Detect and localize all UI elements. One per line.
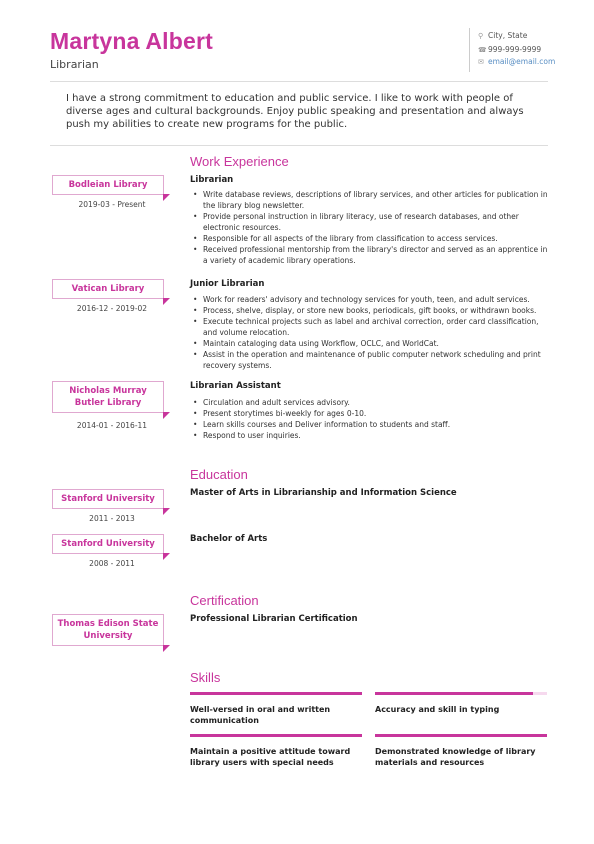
header-divider <box>50 81 548 82</box>
skill-label: Demonstrated knowledge of library materials and resources <box>375 747 536 767</box>
job-role: Junior Librarian <box>190 279 265 289</box>
skill-item <box>190 734 362 768</box>
list-item: • Maintain cataloging data using Workflow, OCLC, and WorldCat. <box>190 338 550 349</box>
skill-level-fill <box>190 692 362 695</box>
list-item: • Process, shelve, display, or store new books, periodicals, gift books, or withdrawn books. <box>190 305 550 316</box>
role-bullets <box>190 294 550 371</box>
skill-label: Maintain a positive attitude toward library users with special needs <box>190 747 351 767</box>
list-item: • Present storytimes bi-weekly for ages 0-10. <box>190 408 550 419</box>
skill-label: Accuracy and skill in typing <box>375 705 500 714</box>
list-item: • Execute technical projects such as label and archival correction, order card classification, and volume relocation. <box>190 316 550 338</box>
list-item: • Learn skills courses and Deliver information to students and staff. <box>190 419 550 430</box>
skill-level-fill <box>375 734 547 737</box>
certifier-label: Thomas Edison State University <box>52 614 164 646</box>
list-item: • Work for readers' advisory and technology services for youth, teen, and adult services. <box>190 294 550 305</box>
employer-label: Bodleian Library <box>52 175 164 195</box>
employment-dates: 2019-03 - Present <box>78 200 146 209</box>
envelope-icon: ✉ <box>478 58 484 66</box>
list-item: • Respond to user inquiries. <box>190 430 550 441</box>
role-bullets <box>190 397 550 441</box>
section-title-certification: Certification <box>190 593 259 608</box>
role-bullets <box>190 189 550 266</box>
phone-icon: ☎ <box>478 46 487 54</box>
list-item: • Circulation and adult services advisory. <box>190 397 550 408</box>
candidate-name: Martyna Albert <box>50 28 213 54</box>
list-item: • Write database reviews, descriptions of library services, and other articles for publication in the library blog newsletter. <box>190 189 550 211</box>
degree-title: Master of Arts in Librarianship and Information Science <box>190 488 457 498</box>
employer-label: Nicholas Murray Butler Library <box>52 381 164 413</box>
contact-email[interactable]: ✉ email@email.com <box>478 57 556 66</box>
education-dates: 2011 - 2013 <box>89 514 135 523</box>
skill-item <box>375 692 547 715</box>
school-label: Stanford University <box>52 534 164 554</box>
skill-level-fill <box>190 734 362 737</box>
list-item: • Received professional mentorship from the library's director and served as an apprentice in a variety of academic library operations. <box>190 244 550 266</box>
job-title: Librarian <box>50 58 99 71</box>
list-item: • Responsible for all aspects of the library from classification to access services. <box>190 233 550 244</box>
contact-location: ⚲ City, State <box>478 31 528 40</box>
skill-level-bar <box>375 692 547 695</box>
school-label: Stanford University <box>52 489 164 509</box>
map-pin-icon: ⚲ <box>478 32 484 40</box>
list-item: • Provide personal instruction in library literacy, use of research databases, and other electronic resources. <box>190 211 550 233</box>
employment-dates: 2014-01 - 2016-11 <box>76 421 148 430</box>
skill-level-bar <box>190 734 362 737</box>
section-title-experience: Work Experience <box>190 154 289 169</box>
employer-label: Vatican Library <box>52 279 164 299</box>
summary-divider <box>50 145 548 146</box>
contact-phone: ☎999-999-9999 <box>478 45 542 54</box>
skill-level-fill <box>375 692 533 695</box>
job-role: Librarian Assistant <box>190 381 281 391</box>
certification-title: Professional Librarian Certification <box>190 614 358 624</box>
section-title-skills: Skills <box>190 670 221 685</box>
summary-text: I have a strong commitment to education and public service. I like to work with people of diverse ages and cultural backgrounds. Enjoy public speaking and presentation and always push my abilities to create new programs for the public. <box>66 93 524 130</box>
skill-label: Well-versed in oral and written communication <box>190 705 331 725</box>
list-item: • Assist in the operation and maintenance of public computer network scheduling and print recovery systems. <box>190 349 550 371</box>
section-title-education: Education <box>190 467 248 482</box>
education-dates: 2008 - 2011 <box>89 559 135 568</box>
skill-level-bar <box>190 692 362 695</box>
skill-item <box>190 692 362 726</box>
degree-title: Bachelor of Arts <box>190 534 268 544</box>
contact-block <box>469 28 570 72</box>
skill-level-bar <box>375 734 547 737</box>
skill-item <box>375 734 547 768</box>
employment-dates: 2016-12 - 2019-02 <box>76 304 148 313</box>
job-role: Librarian <box>190 175 234 185</box>
